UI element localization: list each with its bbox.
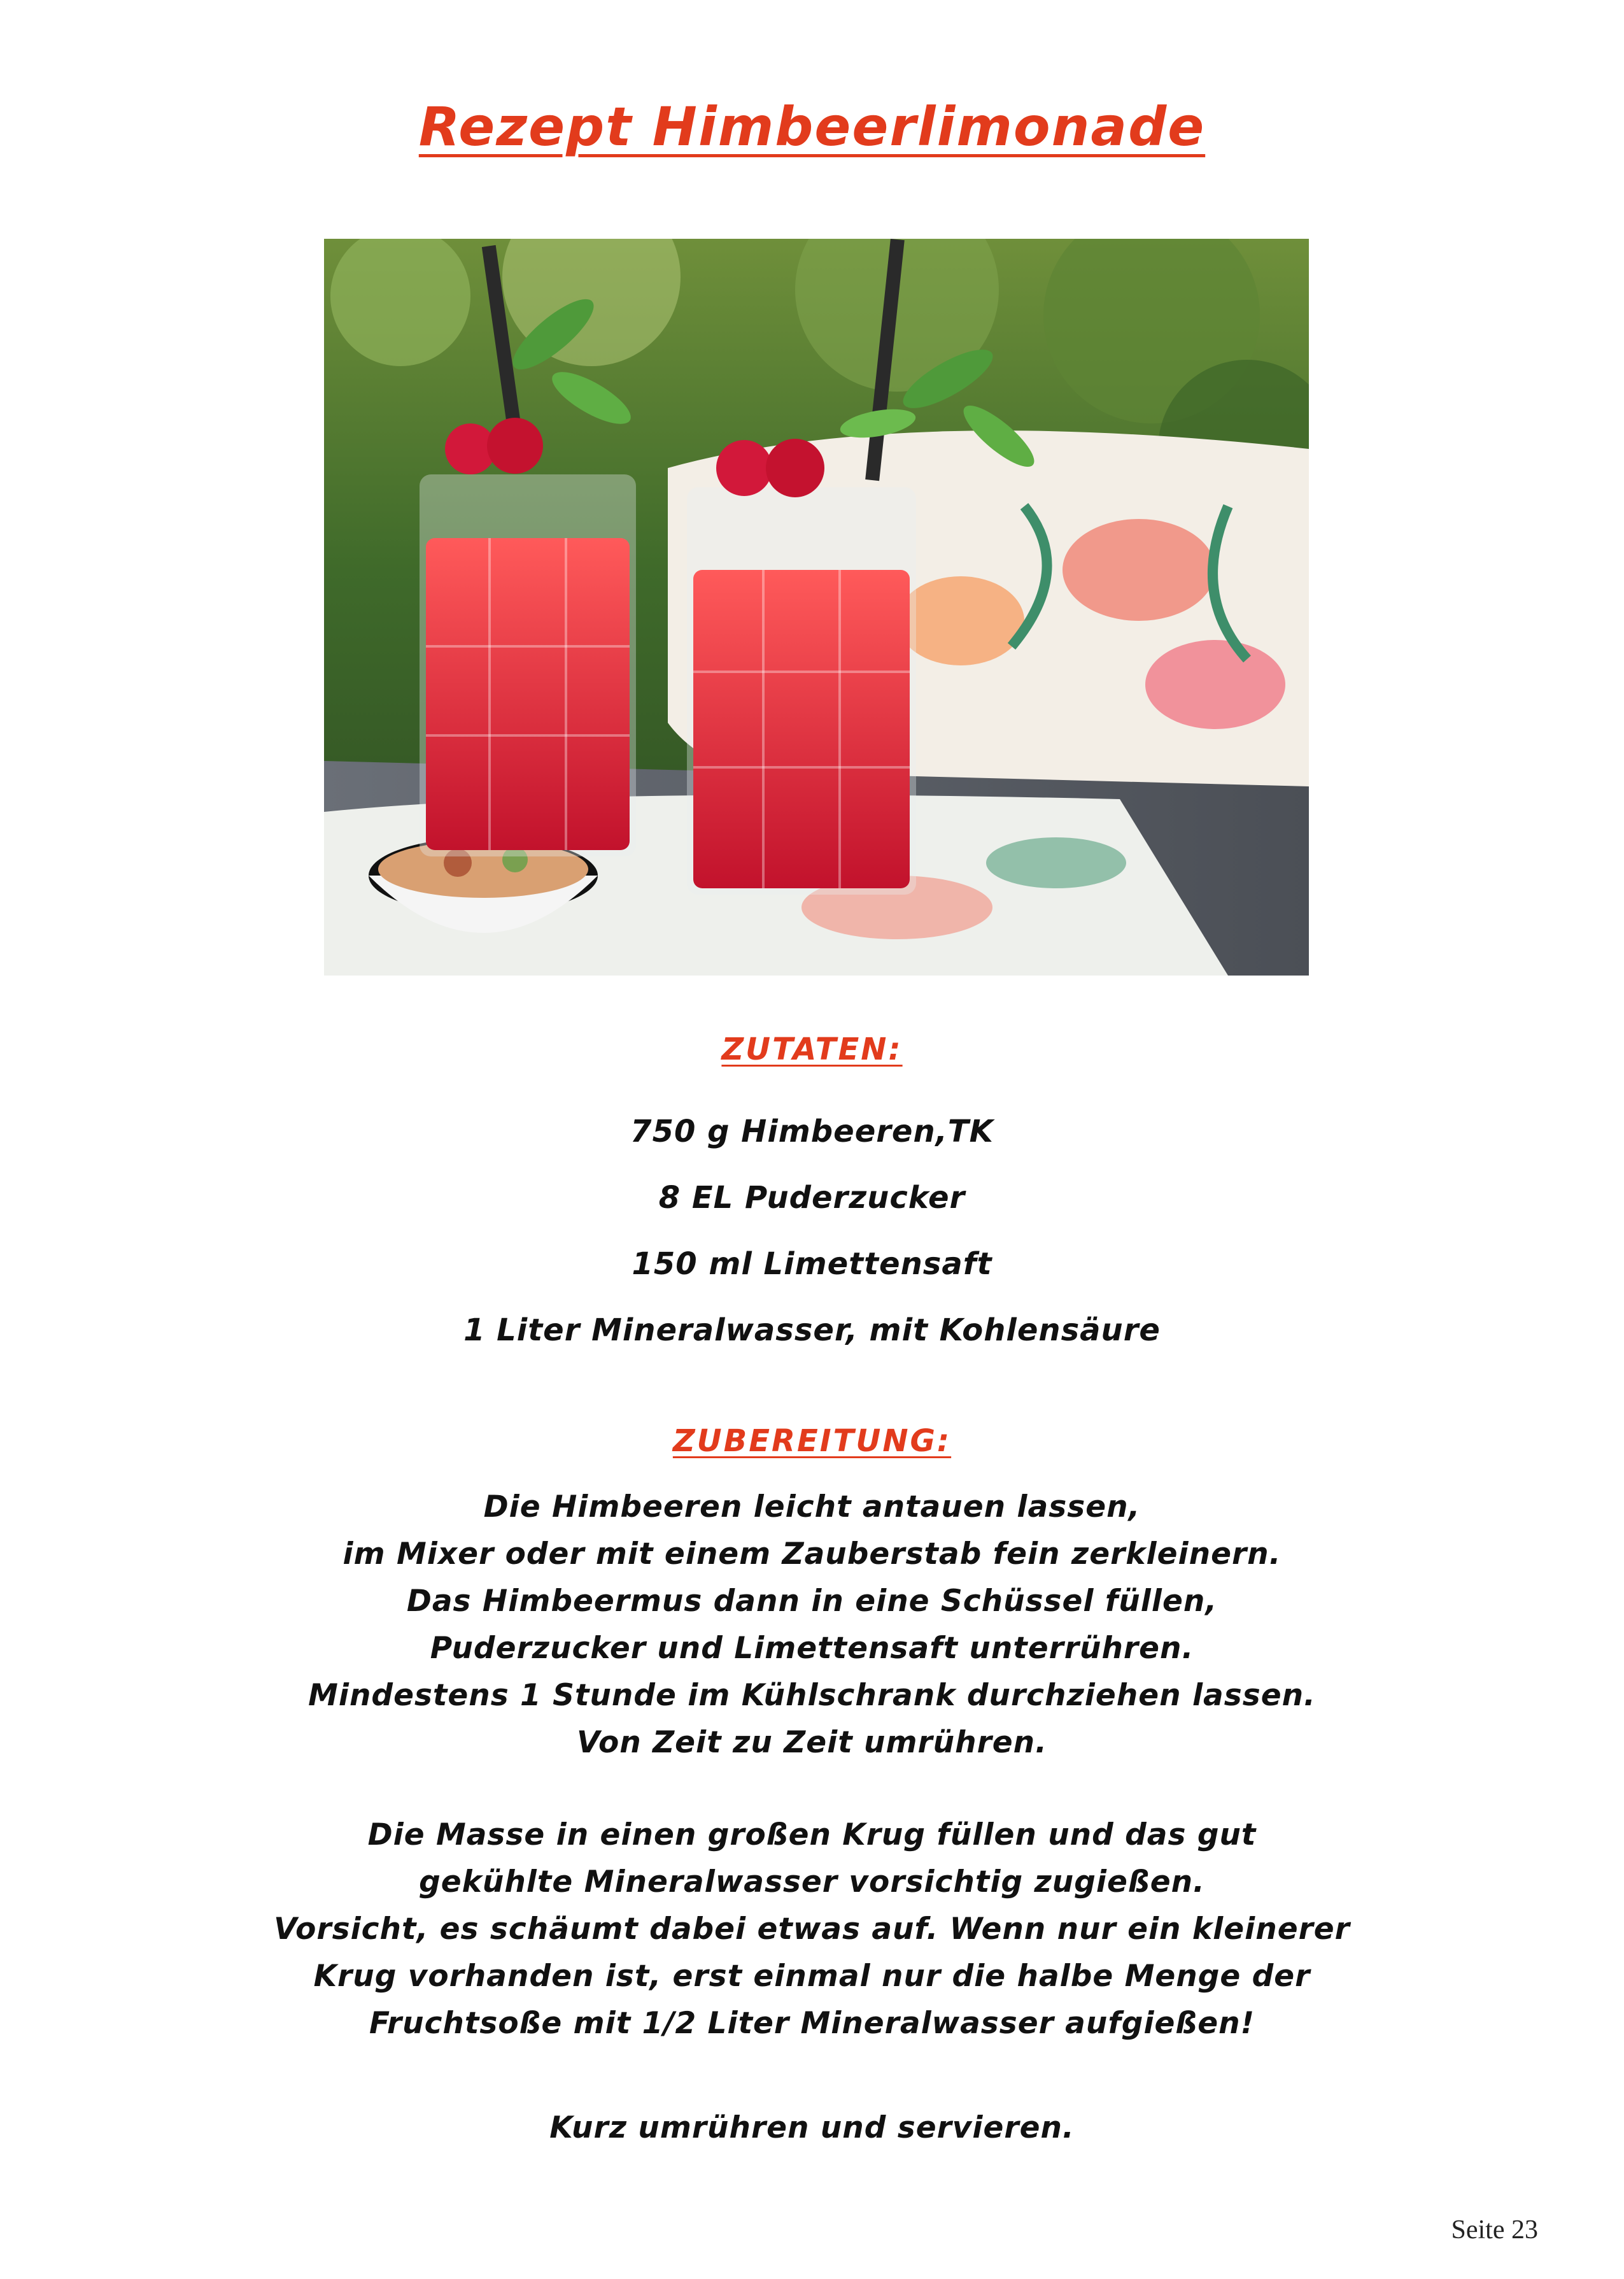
preparation-line: gekühlte Mineralwasser vorsichtig zugießen. (419, 1864, 1205, 1899)
preparation-line: Krug vorhanden ist, erst einmal nur die halbe Menge der (313, 1959, 1311, 1994)
preparation-line: Puderzucker und Limettensaft unterrühren. (430, 1631, 1194, 1666)
preparation-line: Von Zeit zu Zeit umrühren. (577, 1725, 1047, 1760)
preparation-paragraph-3 (0, 2105, 1624, 2152)
ingredient-item: 150 ml Limettensaft (632, 1246, 992, 1282)
preparation-line: Fruchtsoße mit 1/2 Liter Mineralwasser aufgießen! (369, 2006, 1255, 2041)
preparation-line: Das Himbeermus dann in eine Schüssel füllen, (406, 1584, 1218, 1619)
ingredient-item: 1 Liter Mineralwasser, mit Kohlensäure (463, 1312, 1161, 1348)
preparation-line: Kurz umrühren und servieren. (549, 2110, 1075, 2145)
preparation-line: Die Masse in einen großen Krug füllen und das gut (367, 1817, 1257, 1852)
page-title: Rezept Himbeerlimonade (418, 96, 1206, 158)
ingredient-item: 750 g Himbeeren,TK (630, 1114, 994, 1149)
preparation-paragraph-1 (0, 1484, 1624, 1766)
ingredients-heading: ZUTATEN: (721, 1032, 903, 1067)
ingredient-item: 8 EL Puderzucker (658, 1180, 966, 1216)
preparation-paragraph-2 (0, 1812, 1624, 2047)
raspberry-lemonade-photo (324, 239, 1309, 976)
preparation-heading: ZUBEREITUNG: (672, 1423, 952, 1459)
preparation-line: Mindestens 1 Stunde im Kühlschrank durchziehen lassen. (308, 1678, 1316, 1713)
preparation-line: Die Himbeeren leicht antauen lassen, (483, 1489, 1141, 1524)
page-number: Seite 23 (1451, 2215, 1538, 2245)
preparation-line: im Mixer oder mit einem Zauberstab fein zerkleinern. (342, 1537, 1282, 1572)
ingredient-list (0, 1098, 1624, 1363)
preparation-line: Vorsicht, es schäumt dabei etwas auf. Wenn nur ein kleinerer (274, 1912, 1350, 1947)
